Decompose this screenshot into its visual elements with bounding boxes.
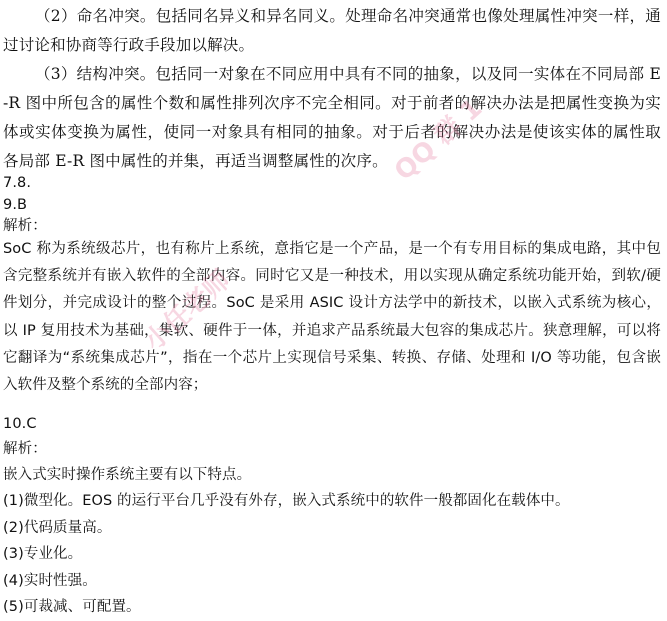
- answer-10-intro: 嵌入式实时操作系统主要有以下特点。: [3, 467, 252, 483]
- watermark-middle: 小任老师: [139, 264, 237, 357]
- structural-conflict-paragraph: （3）结构冲突。包括同一对象在不同应用中具有不同的抽象，以及同一实体在不同局部 E-R 图中所包含的属性个数和属性排列次序不完全相同。对于前者的解决办法是把属性变换为实体或实体变换为属性，使同一对象具有相同的抽象。对于后者的解决办法是使该实体的属性取各局部 E-R 图中属性的并集，再适当调整属性的次序。: [3, 65, 661, 170]
- naming-conflict-paragraph: （2）命名冲突。包括同名异义和异名同义。处理命名冲突通常也像处理属性冲突一样，通过讨论和协商等行政手段加以解决。: [3, 7, 661, 54]
- answer-10-explanation-label: 解析：: [3, 441, 47, 457]
- watermark-top: QQ 群 1: [389, 93, 489, 187]
- answer-9: 9.B: [3, 197, 28, 213]
- list-item: (3)专业化。: [3, 546, 83, 562]
- answer-9-explanation: SoC 称为系统级芯片，也有称片上系统，意指它是一个产品，是一个有专用目标的集成电路，其中包含完整系统并有嵌入软件的全部内容。同时它又是一种技术，用以实现从确定系统功能开始，到软/硬件划分，并完成设计的整个过程。SoC 是采用 ASIC 设计方法学中的新技术，以嵌入式系统为核心，以 IP 复用技术为基础，集软、硬件于一体，并追求产品系统最大包容的集成芯片。狭意理解，可以将它翻译为“系统集成芯片”，指在一个芯片上实现信号采集、转换、存储、处理和 I/O 等功能，包含嵌入软件及整个系统的全部内容；: [3, 241, 661, 394]
- list-item: (5)可裁减、可配置。: [3, 599, 141, 615]
- answer-9-explanation-label: 解析：: [3, 218, 47, 234]
- list-item: (1)微型化。EOS 的运行平台几乎没有外存，嵌入式系统中的软件一般都固化在载体中。: [3, 493, 570, 509]
- list-item: (2)代码质量高。: [3, 519, 112, 536]
- list-item: (4)实时性强。: [3, 572, 97, 589]
- answer-7: 7.8.: [3, 175, 32, 191]
- answer-10: 10.C: [3, 416, 37, 432]
- feature-list: [3, 488, 661, 621]
